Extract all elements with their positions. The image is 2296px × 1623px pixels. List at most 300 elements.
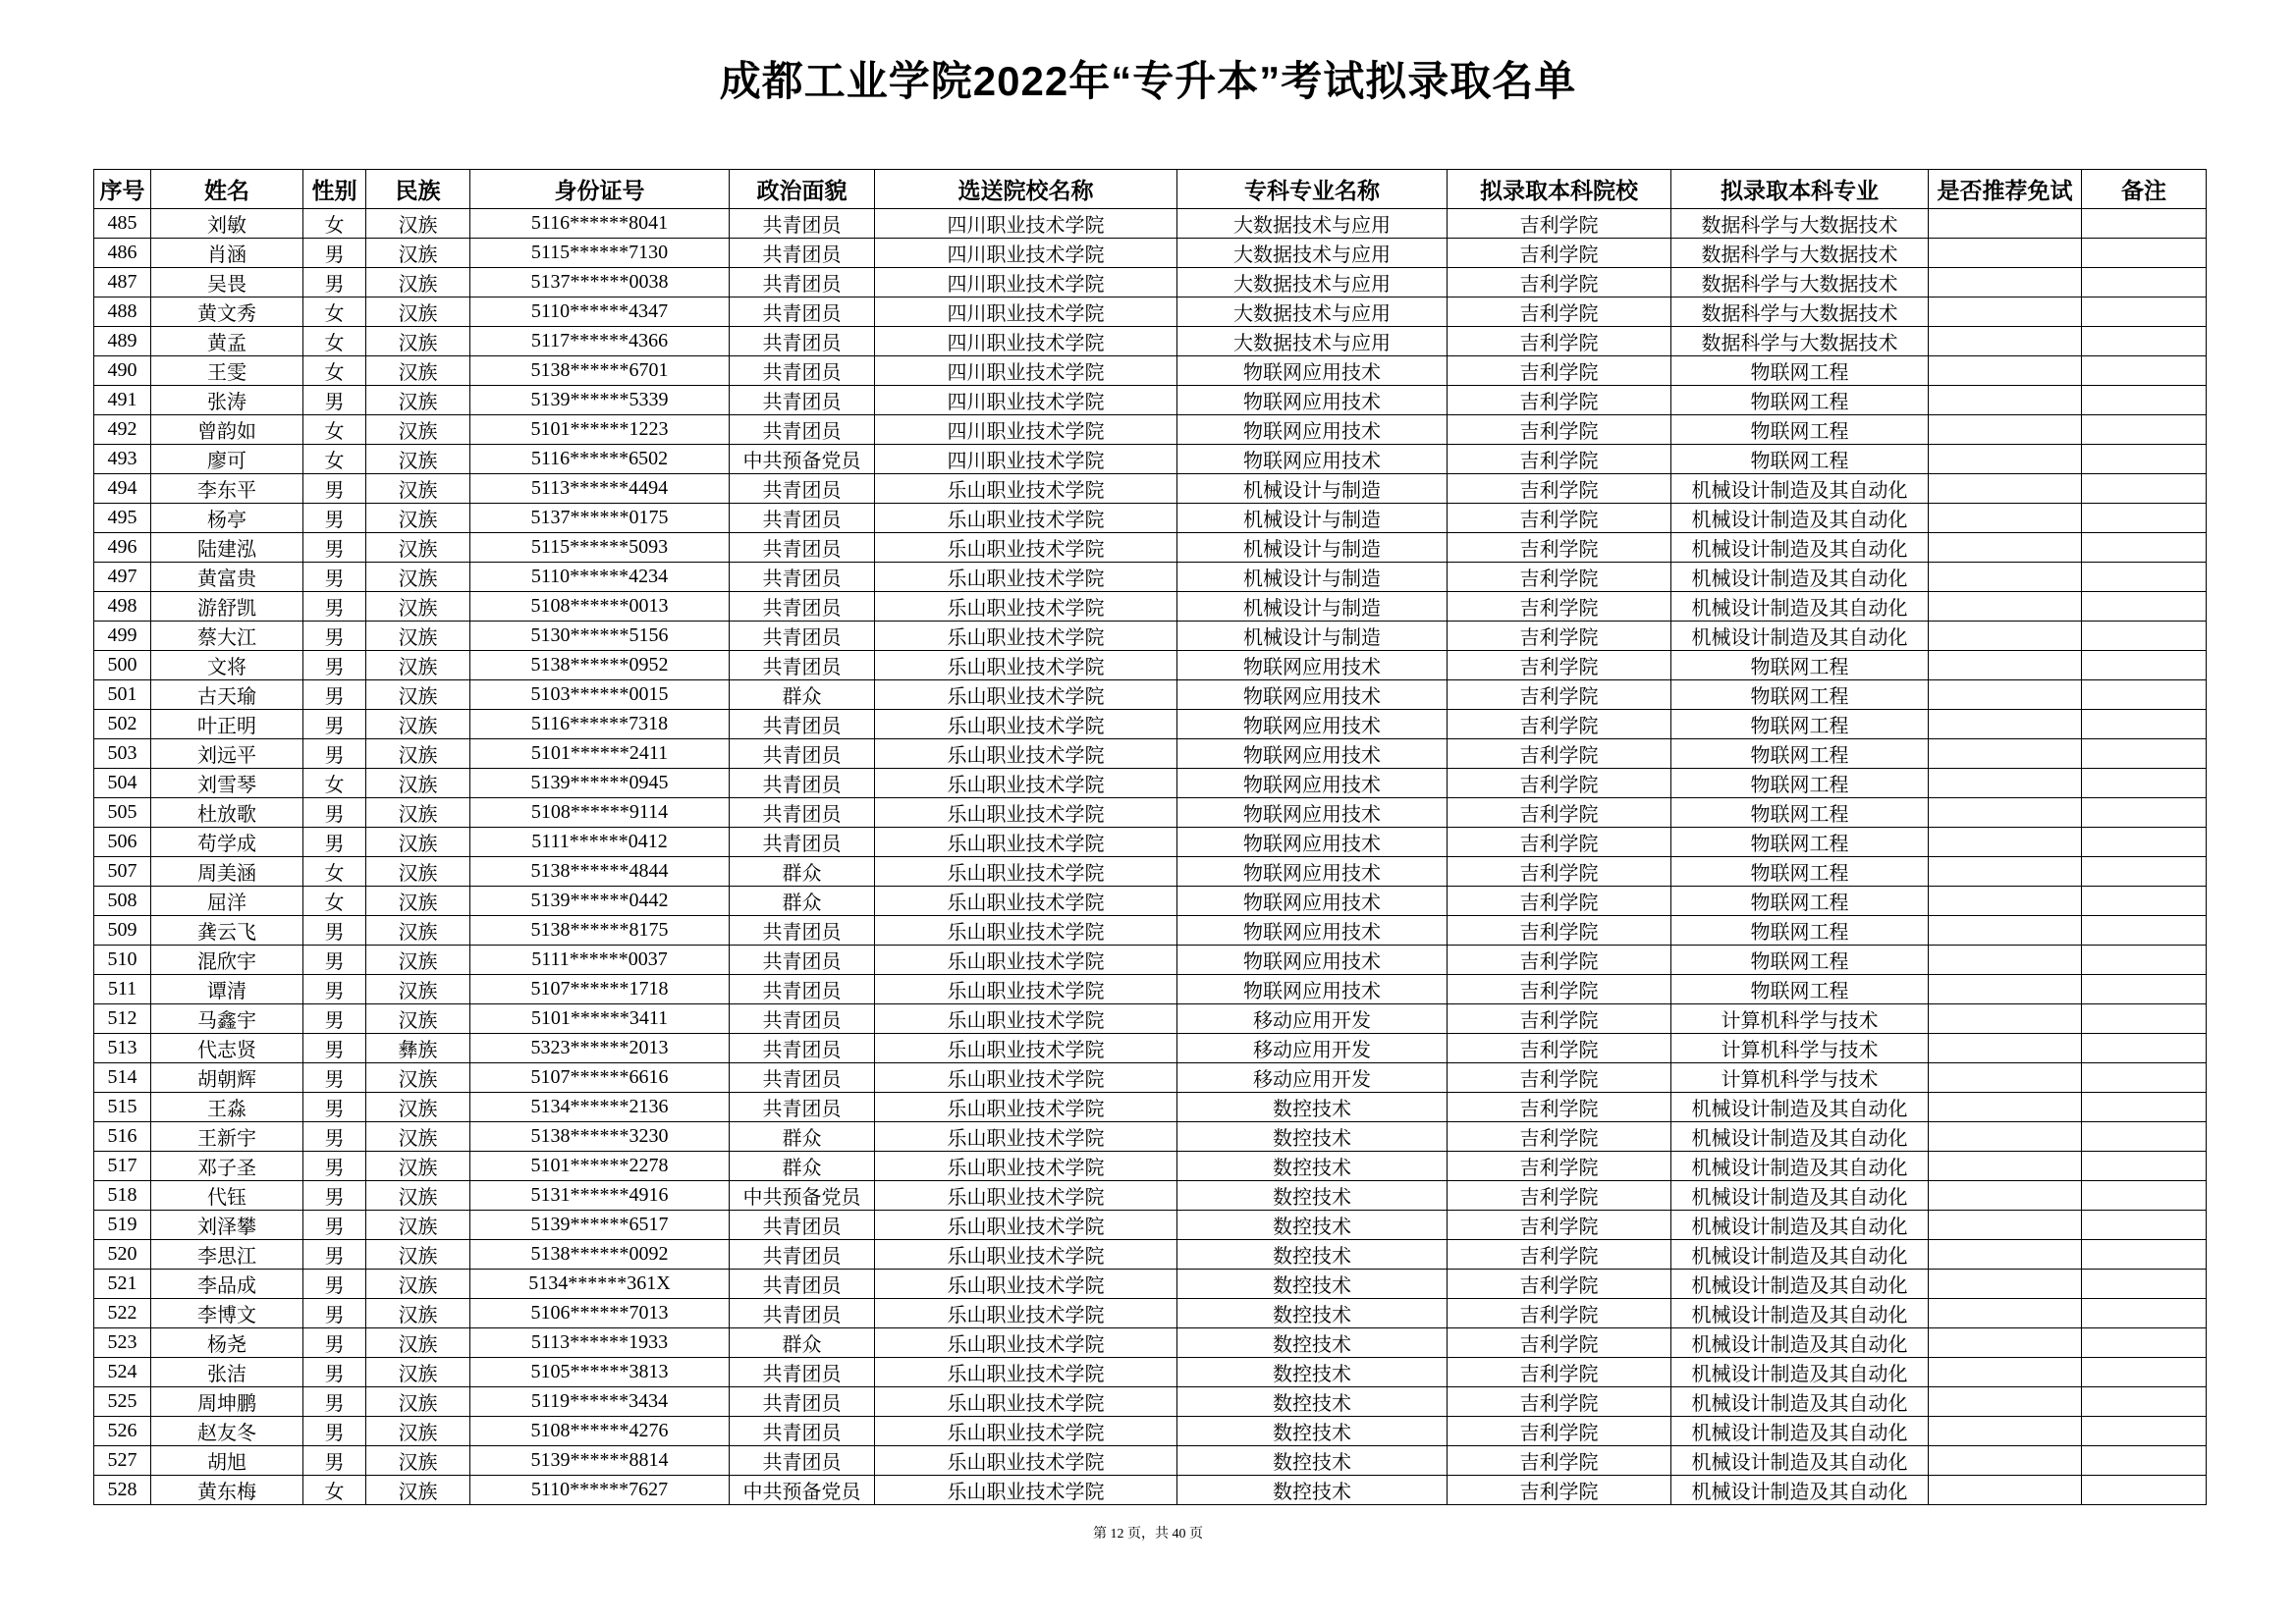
cell: 共青团员 — [730, 1387, 875, 1417]
cell: 女 — [303, 209, 366, 239]
cell: 黄孟 — [151, 327, 303, 356]
cell: 四川职业技术学院 — [875, 298, 1177, 327]
cell — [1929, 622, 2082, 651]
cell: 女 — [303, 1476, 366, 1505]
table-row — [94, 209, 2207, 239]
table-row — [94, 769, 2207, 798]
cell — [1929, 857, 2082, 887]
cell — [1929, 239, 2082, 268]
cell — [2082, 592, 2207, 622]
cell: 517 — [94, 1152, 151, 1181]
cell — [1929, 1270, 2082, 1299]
cell — [2082, 1387, 2207, 1417]
cell: 510 — [94, 946, 151, 975]
cell: 汉族 — [366, 533, 470, 563]
cell: 511 — [94, 975, 151, 1004]
cell — [2082, 415, 2207, 445]
column-header: 性别 — [303, 170, 366, 209]
cell: 吉利学院 — [1448, 739, 1671, 769]
cell: 5138******6701 — [470, 356, 730, 386]
cell: 大数据技术与应用 — [1177, 268, 1448, 298]
table-row — [94, 239, 2207, 268]
cell — [1929, 769, 2082, 798]
cell: 吉利学院 — [1448, 209, 1671, 239]
cell: 吉利学院 — [1448, 386, 1671, 415]
cell: 汉族 — [366, 975, 470, 1004]
cell: 524 — [94, 1358, 151, 1387]
cell: 陆建泓 — [151, 533, 303, 563]
cell: 吉利学院 — [1448, 1387, 1671, 1417]
cell: 女 — [303, 356, 366, 386]
cell: 物联网工程 — [1671, 710, 1929, 739]
cell: 吉利学院 — [1448, 1004, 1671, 1034]
cell: 汉族 — [366, 386, 470, 415]
cell: 廖可 — [151, 445, 303, 474]
cell — [2082, 887, 2207, 916]
cell: 四川职业技术学院 — [875, 268, 1177, 298]
cell: 李品成 — [151, 1270, 303, 1299]
cell: 物联网应用技术 — [1177, 710, 1448, 739]
cell: 乐山职业技术学院 — [875, 1446, 1177, 1476]
cell: 共青团员 — [730, 651, 875, 680]
cell: 计算机科学与技术 — [1671, 1004, 1929, 1034]
cell: 物联网应用技术 — [1177, 975, 1448, 1004]
cell: 男 — [303, 975, 366, 1004]
cell: 乐山职业技术学院 — [875, 1093, 1177, 1122]
cell: 数据科学与大数据技术 — [1671, 239, 1929, 268]
cell — [1929, 533, 2082, 563]
cell: 吉利学院 — [1448, 857, 1671, 887]
cell: 493 — [94, 445, 151, 474]
cell: 杨亭 — [151, 504, 303, 533]
table-row — [94, 828, 2207, 857]
cell: 516 — [94, 1122, 151, 1152]
cell: 共青团员 — [730, 474, 875, 504]
cell — [2082, 798, 2207, 828]
cell: 5139******8814 — [470, 1446, 730, 1476]
cell: 515 — [94, 1093, 151, 1122]
cell: 男 — [303, 651, 366, 680]
cell — [2082, 1270, 2207, 1299]
cell — [1929, 504, 2082, 533]
column-header: 拟录取本科专业 — [1671, 170, 1929, 209]
cell: 5134******361X — [470, 1270, 730, 1299]
cell: 王新宇 — [151, 1122, 303, 1152]
cell: 物联网应用技术 — [1177, 680, 1448, 710]
cell: 群众 — [730, 857, 875, 887]
cell — [2082, 1417, 2207, 1446]
cell: 汉族 — [366, 710, 470, 739]
cell: 屈洋 — [151, 887, 303, 916]
cell — [1929, 1152, 2082, 1181]
cell: 机械设计制造及其自动化 — [1671, 1446, 1929, 1476]
cell: 汉族 — [366, 1093, 470, 1122]
cell: 汉族 — [366, 327, 470, 356]
cell: 5139******6517 — [470, 1211, 730, 1240]
cell: 汉族 — [366, 268, 470, 298]
cell: 男 — [303, 474, 366, 504]
cell: 数控技术 — [1177, 1299, 1448, 1328]
table-row — [94, 1152, 2207, 1181]
cell: 数控技术 — [1177, 1181, 1448, 1211]
cell: 黄富贵 — [151, 563, 303, 592]
table-row — [94, 445, 2207, 474]
cell — [2082, 209, 2207, 239]
cell: 乐山职业技术学院 — [875, 1122, 1177, 1152]
cell: 群众 — [730, 1122, 875, 1152]
cell: 共青团员 — [730, 386, 875, 415]
cell — [2082, 857, 2207, 887]
table-row — [94, 327, 2207, 356]
table-row — [94, 1417, 2207, 1446]
cell: 机械设计制造及其自动化 — [1671, 1328, 1929, 1358]
cell: 代钰 — [151, 1181, 303, 1211]
cell: 王雯 — [151, 356, 303, 386]
cell: 5137******0175 — [470, 504, 730, 533]
cell — [2082, 769, 2207, 798]
table-row — [94, 946, 2207, 975]
cell: 汉族 — [366, 651, 470, 680]
cell: 5105******3813 — [470, 1358, 730, 1387]
cell: 群众 — [730, 680, 875, 710]
cell: 523 — [94, 1328, 151, 1358]
cell: 汉族 — [366, 415, 470, 445]
cell: 518 — [94, 1181, 151, 1211]
cell: 吉利学院 — [1448, 356, 1671, 386]
cell: 王淼 — [151, 1093, 303, 1122]
table-row — [94, 1387, 2207, 1417]
cell — [2082, 916, 2207, 946]
cell: 机械设计与制造 — [1177, 592, 1448, 622]
cell: 汉族 — [366, 1387, 470, 1417]
column-header: 姓名 — [151, 170, 303, 209]
cell: 汉族 — [366, 504, 470, 533]
cell: 吉利学院 — [1448, 592, 1671, 622]
cell: 吉利学院 — [1448, 916, 1671, 946]
cell: 数控技术 — [1177, 1417, 1448, 1446]
cell: 5137******0038 — [470, 268, 730, 298]
cell: 490 — [94, 356, 151, 386]
cell: 5110******7627 — [470, 1476, 730, 1505]
cell: 汉族 — [366, 209, 470, 239]
cell: 游舒凯 — [151, 592, 303, 622]
cell: 物联网应用技术 — [1177, 356, 1448, 386]
cell: 496 — [94, 533, 151, 563]
cell: 数控技术 — [1177, 1122, 1448, 1152]
cell: 乐山职业技术学院 — [875, 975, 1177, 1004]
cell: 5115******5093 — [470, 533, 730, 563]
cell: 5113******4494 — [470, 474, 730, 504]
cell: 四川职业技术学院 — [875, 209, 1177, 239]
cell: 共青团员 — [730, 975, 875, 1004]
cell: 机械设计制造及其自动化 — [1671, 1152, 1929, 1181]
cell: 共青团员 — [730, 592, 875, 622]
cell: 509 — [94, 916, 151, 946]
cell: 乐山职业技术学院 — [875, 946, 1177, 975]
cell: 506 — [94, 828, 151, 857]
cell: 刘雪琴 — [151, 769, 303, 798]
cell: 女 — [303, 415, 366, 445]
cell — [1929, 1034, 2082, 1063]
cell: 吉利学院 — [1448, 474, 1671, 504]
cell: 黄东梅 — [151, 1476, 303, 1505]
cell: 共青团员 — [730, 298, 875, 327]
cell: 机械设计与制造 — [1177, 622, 1448, 651]
table-row — [94, 798, 2207, 828]
cell: 5108******9114 — [470, 798, 730, 828]
cell: 5138******3230 — [470, 1122, 730, 1152]
cell: 物联网工程 — [1671, 916, 1929, 946]
table-row — [94, 563, 2207, 592]
page-number: 第 12 页，共 40 页 — [1093, 1527, 1203, 1542]
cell: 504 — [94, 769, 151, 798]
cell: 肖涵 — [151, 239, 303, 268]
cell: 吉利学院 — [1448, 769, 1671, 798]
cell: 计算机科学与技术 — [1671, 1063, 1929, 1093]
cell: 汉族 — [366, 1211, 470, 1240]
cell: 汉族 — [366, 680, 470, 710]
cell: 汉族 — [366, 1181, 470, 1211]
cell: 物联网应用技术 — [1177, 798, 1448, 828]
cell: 李博文 — [151, 1299, 303, 1328]
cell: 女 — [303, 298, 366, 327]
cell: 494 — [94, 474, 151, 504]
cell: 共青团员 — [730, 563, 875, 592]
cell: 机械设计制造及其自动化 — [1671, 563, 1929, 592]
cell — [2082, 946, 2207, 975]
cell: 吉利学院 — [1448, 1358, 1671, 1387]
cell: 四川职业技术学院 — [875, 356, 1177, 386]
table-row — [94, 415, 2207, 445]
cell: 5323******2013 — [470, 1034, 730, 1063]
cell: 5101******3411 — [470, 1004, 730, 1034]
cell: 492 — [94, 415, 151, 445]
cell: 503 — [94, 739, 151, 769]
cell: 机械设计制造及其自动化 — [1671, 592, 1929, 622]
cell: 女 — [303, 327, 366, 356]
table-row — [94, 533, 2207, 563]
cell: 中共预备党员 — [730, 1476, 875, 1505]
cell — [1929, 1417, 2082, 1446]
cell: 赵友冬 — [151, 1417, 303, 1446]
cell: 数据科学与大数据技术 — [1671, 298, 1929, 327]
cell: 男 — [303, 710, 366, 739]
cell: 共青团员 — [730, 268, 875, 298]
cell — [2082, 710, 2207, 739]
cell: 汉族 — [366, 1417, 470, 1446]
cell: 男 — [303, 386, 366, 415]
cell: 5138******4844 — [470, 857, 730, 887]
cell — [2082, 327, 2207, 356]
table-row — [94, 857, 2207, 887]
cell: 5130******5156 — [470, 622, 730, 651]
cell: 5107******6616 — [470, 1063, 730, 1093]
table-row — [94, 710, 2207, 739]
cell: 吉利学院 — [1448, 1417, 1671, 1446]
cell: 5116******8041 — [470, 209, 730, 239]
cell — [1929, 887, 2082, 916]
cell: 吉利学院 — [1448, 622, 1671, 651]
cell: 乐山职业技术学院 — [875, 622, 1177, 651]
cell: 吉利学院 — [1448, 1476, 1671, 1505]
cell: 乐山职业技术学院 — [875, 1476, 1177, 1505]
cell: 男 — [303, 592, 366, 622]
cell — [2082, 1211, 2207, 1240]
cell: 乐山职业技术学院 — [875, 563, 1177, 592]
cell: 机械设计制造及其自动化 — [1671, 1093, 1929, 1122]
cell — [1929, 916, 2082, 946]
cell: 黄文秀 — [151, 298, 303, 327]
cell: 大数据技术与应用 — [1177, 298, 1448, 327]
cell: 525 — [94, 1387, 151, 1417]
cell: 485 — [94, 209, 151, 239]
cell: 物联网工程 — [1671, 739, 1929, 769]
cell: 5138******0092 — [470, 1240, 730, 1270]
cell: 物联网应用技术 — [1177, 828, 1448, 857]
cell: 513 — [94, 1034, 151, 1063]
cell: 528 — [94, 1476, 151, 1505]
cell: 汉族 — [366, 887, 470, 916]
cell: 群众 — [730, 1328, 875, 1358]
cell: 物联网工程 — [1671, 798, 1929, 828]
cell: 522 — [94, 1299, 151, 1328]
cell: 男 — [303, 828, 366, 857]
cell — [1929, 710, 2082, 739]
cell: 共青团员 — [730, 798, 875, 828]
table-row — [94, 386, 2207, 415]
cell: 物联网应用技术 — [1177, 386, 1448, 415]
cell: 乐山职业技术学院 — [875, 592, 1177, 622]
cell: 机械设计制造及其自动化 — [1671, 1240, 1929, 1270]
cell — [2082, 1240, 2207, 1270]
cell: 5139******5339 — [470, 386, 730, 415]
cell: 吉利学院 — [1448, 975, 1671, 1004]
cell: 物联网应用技术 — [1177, 887, 1448, 916]
cell: 男 — [303, 239, 366, 268]
cell: 汉族 — [366, 356, 470, 386]
cell: 5131******4916 — [470, 1181, 730, 1211]
cell — [2082, 680, 2207, 710]
cell: 共青团员 — [730, 1004, 875, 1034]
table-row — [94, 1004, 2207, 1034]
cell: 蔡大江 — [151, 622, 303, 651]
cell: 514 — [94, 1063, 151, 1093]
table-row — [94, 622, 2207, 651]
cell: 乐山职业技术学院 — [875, 1211, 1177, 1240]
table-row — [94, 1093, 2207, 1122]
column-header: 身份证号 — [470, 170, 730, 209]
cell: 乐山职业技术学院 — [875, 1417, 1177, 1446]
cell: 物联网应用技术 — [1177, 415, 1448, 445]
cell: 群众 — [730, 887, 875, 916]
cell: 502 — [94, 710, 151, 739]
cell: 汉族 — [366, 298, 470, 327]
cell: 男 — [303, 1417, 366, 1446]
cell — [2082, 445, 2207, 474]
cell: 大数据技术与应用 — [1177, 239, 1448, 268]
table-row — [94, 1122, 2207, 1152]
cell: 周坤鹏 — [151, 1387, 303, 1417]
table-row — [94, 268, 2207, 298]
cell: 男 — [303, 1446, 366, 1476]
cell: 488 — [94, 298, 151, 327]
cell: 数控技术 — [1177, 1152, 1448, 1181]
cell — [2082, 1063, 2207, 1093]
cell: 吉利学院 — [1448, 1181, 1671, 1211]
cell: 中共预备党员 — [730, 445, 875, 474]
cell: 5110******4234 — [470, 563, 730, 592]
cell — [1929, 268, 2082, 298]
admission-roster-table — [93, 169, 2207, 1505]
cell: 共青团员 — [730, 828, 875, 857]
cell — [2082, 298, 2207, 327]
cell — [2082, 474, 2207, 504]
cell: 物联网工程 — [1671, 356, 1929, 386]
cell — [1929, 1211, 2082, 1240]
cell: 吉利学院 — [1448, 298, 1671, 327]
cell: 四川职业技术学院 — [875, 327, 1177, 356]
page-title: 成都工业学院2022年“专升本”考试拟录取名单 — [719, 58, 1577, 104]
table-header — [94, 170, 2207, 209]
cell: 乐山职业技术学院 — [875, 828, 1177, 857]
table-row — [94, 739, 2207, 769]
cell: 共青团员 — [730, 1034, 875, 1063]
cell: 代志贤 — [151, 1034, 303, 1063]
cell: 汉族 — [366, 445, 470, 474]
cell: 489 — [94, 327, 151, 356]
cell: 女 — [303, 857, 366, 887]
table-row — [94, 975, 2207, 1004]
cell: 5138******8175 — [470, 916, 730, 946]
cell: 5119******3434 — [470, 1387, 730, 1417]
cell — [1929, 1299, 2082, 1328]
cell — [1929, 1476, 2082, 1505]
cell — [2082, 356, 2207, 386]
cell: 508 — [94, 887, 151, 916]
cell: 乐山职业技术学院 — [875, 798, 1177, 828]
cell: 文将 — [151, 651, 303, 680]
cell: 500 — [94, 651, 151, 680]
cell: 物联网工程 — [1671, 975, 1929, 1004]
cell — [1929, 739, 2082, 769]
cell: 大数据技术与应用 — [1177, 209, 1448, 239]
cell: 男 — [303, 1211, 366, 1240]
cell: 共青团员 — [730, 1240, 875, 1270]
cell: 男 — [303, 563, 366, 592]
cell: 物联网工程 — [1671, 828, 1929, 857]
cell — [1929, 563, 2082, 592]
cell: 吉利学院 — [1448, 1063, 1671, 1093]
cell: 乐山职业技术学院 — [875, 1358, 1177, 1387]
cell: 共青团员 — [730, 739, 875, 769]
cell: 吉利学院 — [1448, 1122, 1671, 1152]
cell: 机械设计制造及其自动化 — [1671, 1270, 1929, 1299]
column-header: 民族 — [366, 170, 470, 209]
cell: 曾韵如 — [151, 415, 303, 445]
cell: 四川职业技术学院 — [875, 415, 1177, 445]
cell: 四川职业技术学院 — [875, 239, 1177, 268]
cell: 机械设计制造及其自动化 — [1671, 533, 1929, 563]
cell: 移动应用开发 — [1177, 1034, 1448, 1063]
cell: 杨尧 — [151, 1328, 303, 1358]
cell: 男 — [303, 622, 366, 651]
cell: 吉利学院 — [1448, 946, 1671, 975]
cell: 男 — [303, 1034, 366, 1063]
cell: 物联网应用技术 — [1177, 916, 1448, 946]
cell: 物联网应用技术 — [1177, 445, 1448, 474]
cell: 汉族 — [366, 1476, 470, 1505]
cell: 吉利学院 — [1448, 327, 1671, 356]
